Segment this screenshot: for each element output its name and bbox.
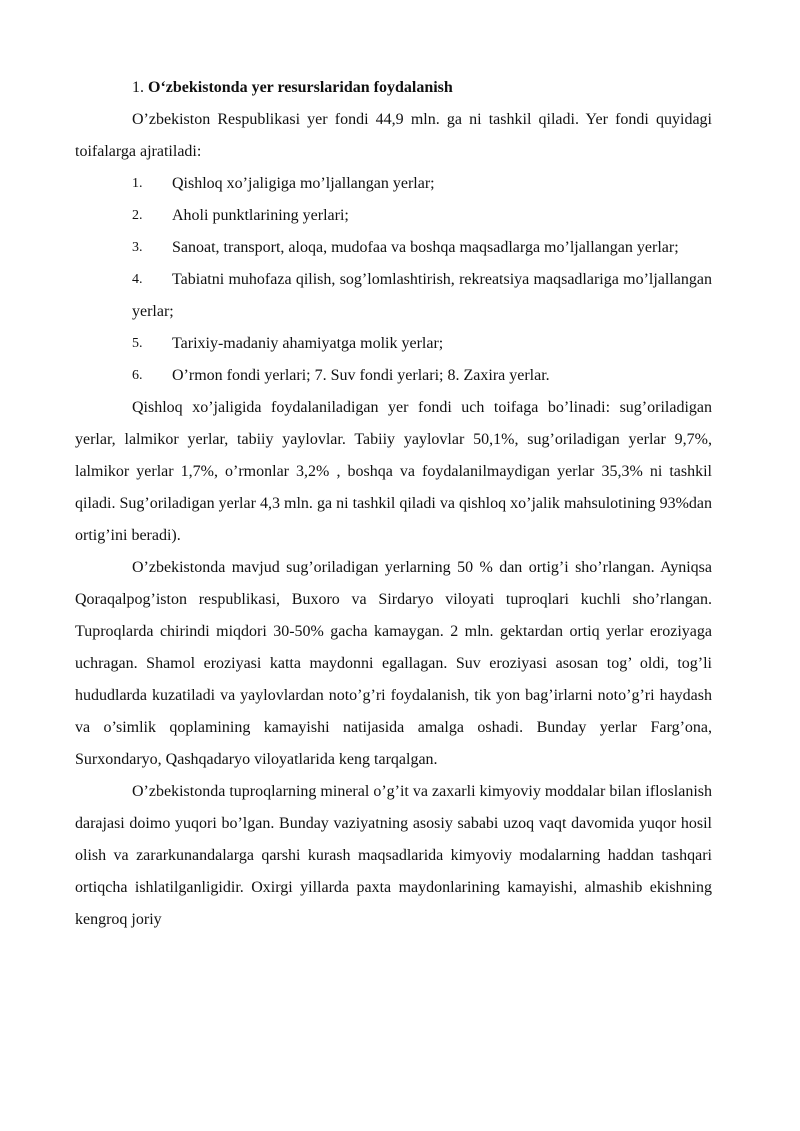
list-item-text: Sanoat, transport, aloqa, mudofaa va boshqa maqsadlarga mo’ljallangan yerlar;: [172, 239, 679, 256]
list-item: [75, 168, 712, 200]
list-item-text: O’rmon fondi yerlari; 7. Suv fondi yerlari; 8. Zaxira yerlar.: [172, 367, 550, 384]
list-item-number: 6.: [132, 368, 143, 383]
list-item-number: 2.: [132, 208, 143, 223]
list-item: [75, 232, 712, 264]
body-paragraph: O’zbekistonda mavjud sug’oriladigan yerlarning 50 % dan ortig’i sho’rlangan. Ayniqsa Qoraqalpog’iston respublikasi, Buxoro va Sirdaryo viloyati tuproqlari kuchli sho’rlangan. Tuproqlarda chirindi miqdori 30-50% gacha kamaygan. 2 mln. gektardan ortiq yerlar eroziyaga uchragan. Shamol eroziyasi katta maydonni egallagan. Suv eroziyasi asosan tog’ oldi, tog’li hududlarda kuzatiladi va yaylovlardan noto’g’ri foydalanish, tik yon bag’irlarni noto’g’ri haydash va o’simlik qoplamining kamayishi natijasida amalga oshadi. Bunday yerlar Farg’ona, Surxondaryo, Qashqadaryo viloyatlarida keng tarqalgan.: [75, 559, 712, 768]
list-item-text: Qishloq xo’jaligiga mo’ljallangan yerlar;: [172, 175, 435, 192]
section-title: O‘zbekistonda yer resurslaridan foydalanish: [148, 79, 453, 96]
section-number: 1.: [132, 79, 144, 96]
list-item: [75, 264, 712, 328]
list-item-text: Aholi punktlarining yerlari;: [172, 207, 349, 224]
body-paragraph: O’zbekistonda tuproqlarning mineral o’g’it va zaxarli kimyoviy moddalar bilan ifloslanish darajasi doimo yuqori bo’lgan. Bunday vaziyatning asosiy sababi uzoq vaqt davomida yuqor hosil olish va zararkunandalarga qarshi kurash maqsadlarida kimyoviy modalarning haddan tashqari ortiqcha ishlatilganligidir. Oxirgi yillarda paxta maydonlarining kamayishi, almashib ekishning kengroq joriy: [75, 783, 712, 928]
list-item: [75, 328, 712, 360]
list-item-text: Tabiatni muhofaza qilish, sog’lomlashtirish, rekreatsiya maqsadlariga mo’ljallangan yerlar;: [132, 271, 712, 320]
list-item-number: 1.: [132, 176, 143, 191]
list-item-text: Tarixiy-madaniy ahamiyatga molik yerlar;: [172, 335, 444, 352]
list-item: [75, 200, 712, 232]
intro-paragraph: O’zbekiston Respublikasi yer fondi 44,9 mln. ga ni tashkil qiladi. Yer fondi quyidagi toifalarga ajratiladi:: [75, 111, 712, 160]
list-item-number: 3.: [132, 240, 143, 255]
list-item-number: 4.: [132, 272, 143, 287]
list-item: [75, 360, 712, 392]
document-page: [75, 72, 712, 936]
land-categories-list: [75, 168, 712, 392]
list-item-number: 5.: [132, 336, 143, 351]
section-heading: [75, 72, 712, 104]
body-paragraph: Qishloq xo’jaligida foydalaniladigan yer fondi uch toifaga bo’linadi: sug’oriladigan yerlar, lalmikor yerlar, tabiiy yaylovlar. Tabiiy yaylovlar 50,1%, sug’oriladigan yerlar 9,7%, lalmikor yerlar 1,7%, o’rmonlar 3,2% , boshqa va foydalanilmaydigan yerlar 35,3% ni tashkil qiladi. Sug’oriladigan yerlar 4,3 mln. ga ni tashkil qiladi va qishloq xo’jalik mahsulotining 93%dan ortig’ini beradi).: [75, 399, 712, 544]
